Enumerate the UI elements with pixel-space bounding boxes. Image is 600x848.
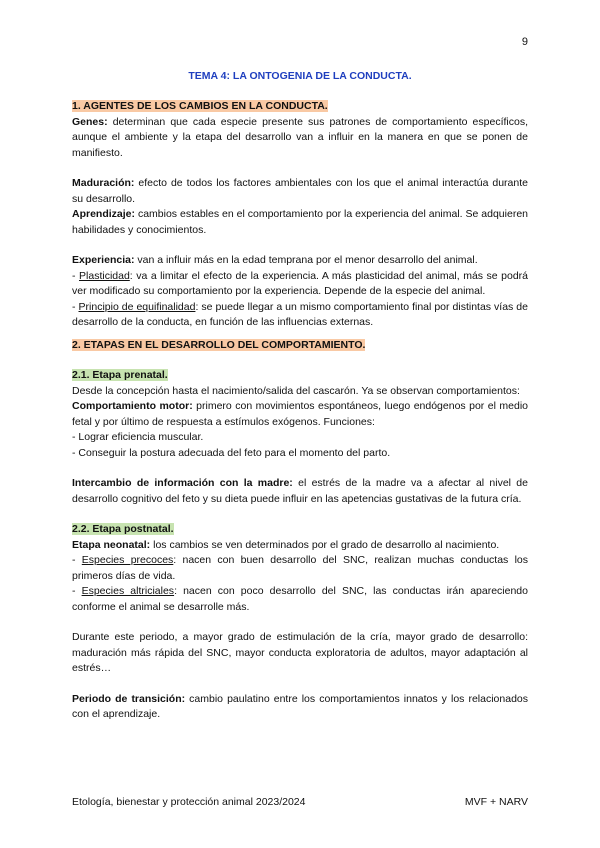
plasticidad-text: : va a limitar el efecto de la experiencia. A más plasticidad del animal, más se podrá ver modificado su comportamiento por la experiencia. Depende de la especie del animal. (72, 269, 528, 297)
genes-text: determinan que cada especie presente sus patrones de comportamiento específicos, aunque el ambiente y la etapa del desarrollo van a influir en la manera en que se ponen de manifiesto. (72, 115, 528, 159)
altriciales-text: : nacen con poco desarrollo del SNC, las conductas irán apareciendo conforme el animal se desarrolle más. (72, 585, 528, 613)
plasticidad-item (72, 269, 528, 300)
section1-heading-line (72, 99, 528, 115)
prenatal-heading: 2.1. Etapa prenatal. (72, 369, 168, 381)
function-item-2: - Conseguir la postura adecuada del feto para el momento del parto. (72, 446, 391, 459)
equifinalidad-term: Principio de equifinalidad (78, 300, 196, 313)
maduracion-paragraph (72, 176, 528, 207)
genes-term: Genes: (72, 115, 108, 128)
equifinalidad-item (72, 300, 528, 331)
plasticidad-prefix: - (72, 269, 80, 282)
aprendizaje-term: Aprendizaje: (72, 208, 136, 220)
plasticidad-term: Plasticidad (79, 269, 130, 282)
transicion-text: cambio paulatino entre los comportamientos innatos y los relacionados con el aprendizaje. (72, 692, 528, 720)
altriciales-item (72, 584, 528, 615)
maduracion-text: efecto de todos los factores ambientales con los que el animal interactúa durante su desarrollo. (72, 177, 528, 205)
experiencia-text: van a influir más en la edad temprana por el menor desarrollo del animal. (134, 254, 478, 266)
section2-heading-line (72, 338, 528, 354)
precoces-term: Especies precoces (81, 554, 174, 566)
madre-text: el estrés de la madre va a afectar al nivel de desarrollo cognitivo del feto y su dieta puede influir en las apetencias gustativas de la futura cría. (72, 477, 528, 505)
madre-term: Intercambio de información con la madre: (72, 477, 293, 489)
aprendizaje-paragraph (72, 207, 528, 238)
madre-paragraph (72, 476, 528, 507)
altriciales-prefix: - (72, 585, 82, 597)
experiencia-term: Experiencia: (72, 254, 135, 266)
page-title: TEMA 4: LA ONTOGENIA DE LA CONDUCTA. (188, 70, 412, 82)
postnatal-heading-line (72, 522, 528, 538)
neonatal-paragraph (72, 538, 528, 554)
page-number: 9 (521, 36, 528, 48)
document-body (72, 99, 528, 723)
experiencia-paragraph (72, 253, 528, 269)
aprendizaje-text: cambios estables en el comportamiento por la experiencia del animal. Se adquieren habilidades y conocimientos. (72, 208, 528, 236)
prenatal-intro: Desde la concepción hasta el nacimiento/salida del cascarón. Ya se observan comportamientos: (72, 384, 520, 397)
section1-heading: 1. AGENTES DE LOS CAMBIOS EN LA CONDUCTA. (72, 100, 328, 112)
equifinalidad-text: : se puede llegar a un mismo comportamiento final por distintas vías de desarrollo de la conducta, en función de las influencias externas. (72, 300, 528, 328)
altriciales-term: Especies altriciales (81, 585, 175, 597)
precoces-item (72, 553, 528, 584)
neonatal-text: los cambios se ven determinados por el grado de desarrollo al nacimiento. (150, 538, 500, 551)
motor-paragraph (72, 399, 528, 430)
periodo-paragraph: Durante este periodo, a mayor grado de estimulación de la cría, mayor grado de desarrollo: maduración más rápida del SNC, mayor conducta exploratoria de adultos, mayor adaptación al estrés… (72, 631, 528, 674)
transicion-paragraph (72, 692, 528, 723)
transicion-term: Periodo de transición: (72, 692, 186, 705)
genes-paragraph (72, 115, 528, 162)
prenatal-heading-line (72, 368, 528, 384)
page-footer (72, 796, 528, 808)
precoces-text: : nacen con buen desarrollo del SNC, realizan muchas conductas los primeros días de vida. (72, 554, 528, 582)
postnatal-heading: 2.2. Etapa postnatal. (72, 523, 174, 535)
maduracion-term: Maduración: (72, 177, 135, 189)
section2-heading: 2. ETAPAS EN EL DESARROLLO DEL COMPORTAMIENTO. (72, 338, 366, 351)
footer-authors: MVF + NARV (464, 796, 528, 808)
function-item-1: - Lograr eficiencia muscular. (72, 431, 204, 443)
motor-term: Comportamiento motor: (72, 400, 193, 412)
neonatal-term: Etapa neonatal: (72, 538, 151, 551)
footer-course: Etología, bienestar y protección animal 2023/2024 (72, 796, 306, 808)
precoces-prefix: - (72, 554, 82, 566)
equifinalidad-prefix: - (72, 300, 79, 313)
motor-text: primero con movimientos espontáneos, luego endógenos por el medio fetal y por último de respuesta a estímulos exógenos. Funciones: (72, 400, 528, 428)
